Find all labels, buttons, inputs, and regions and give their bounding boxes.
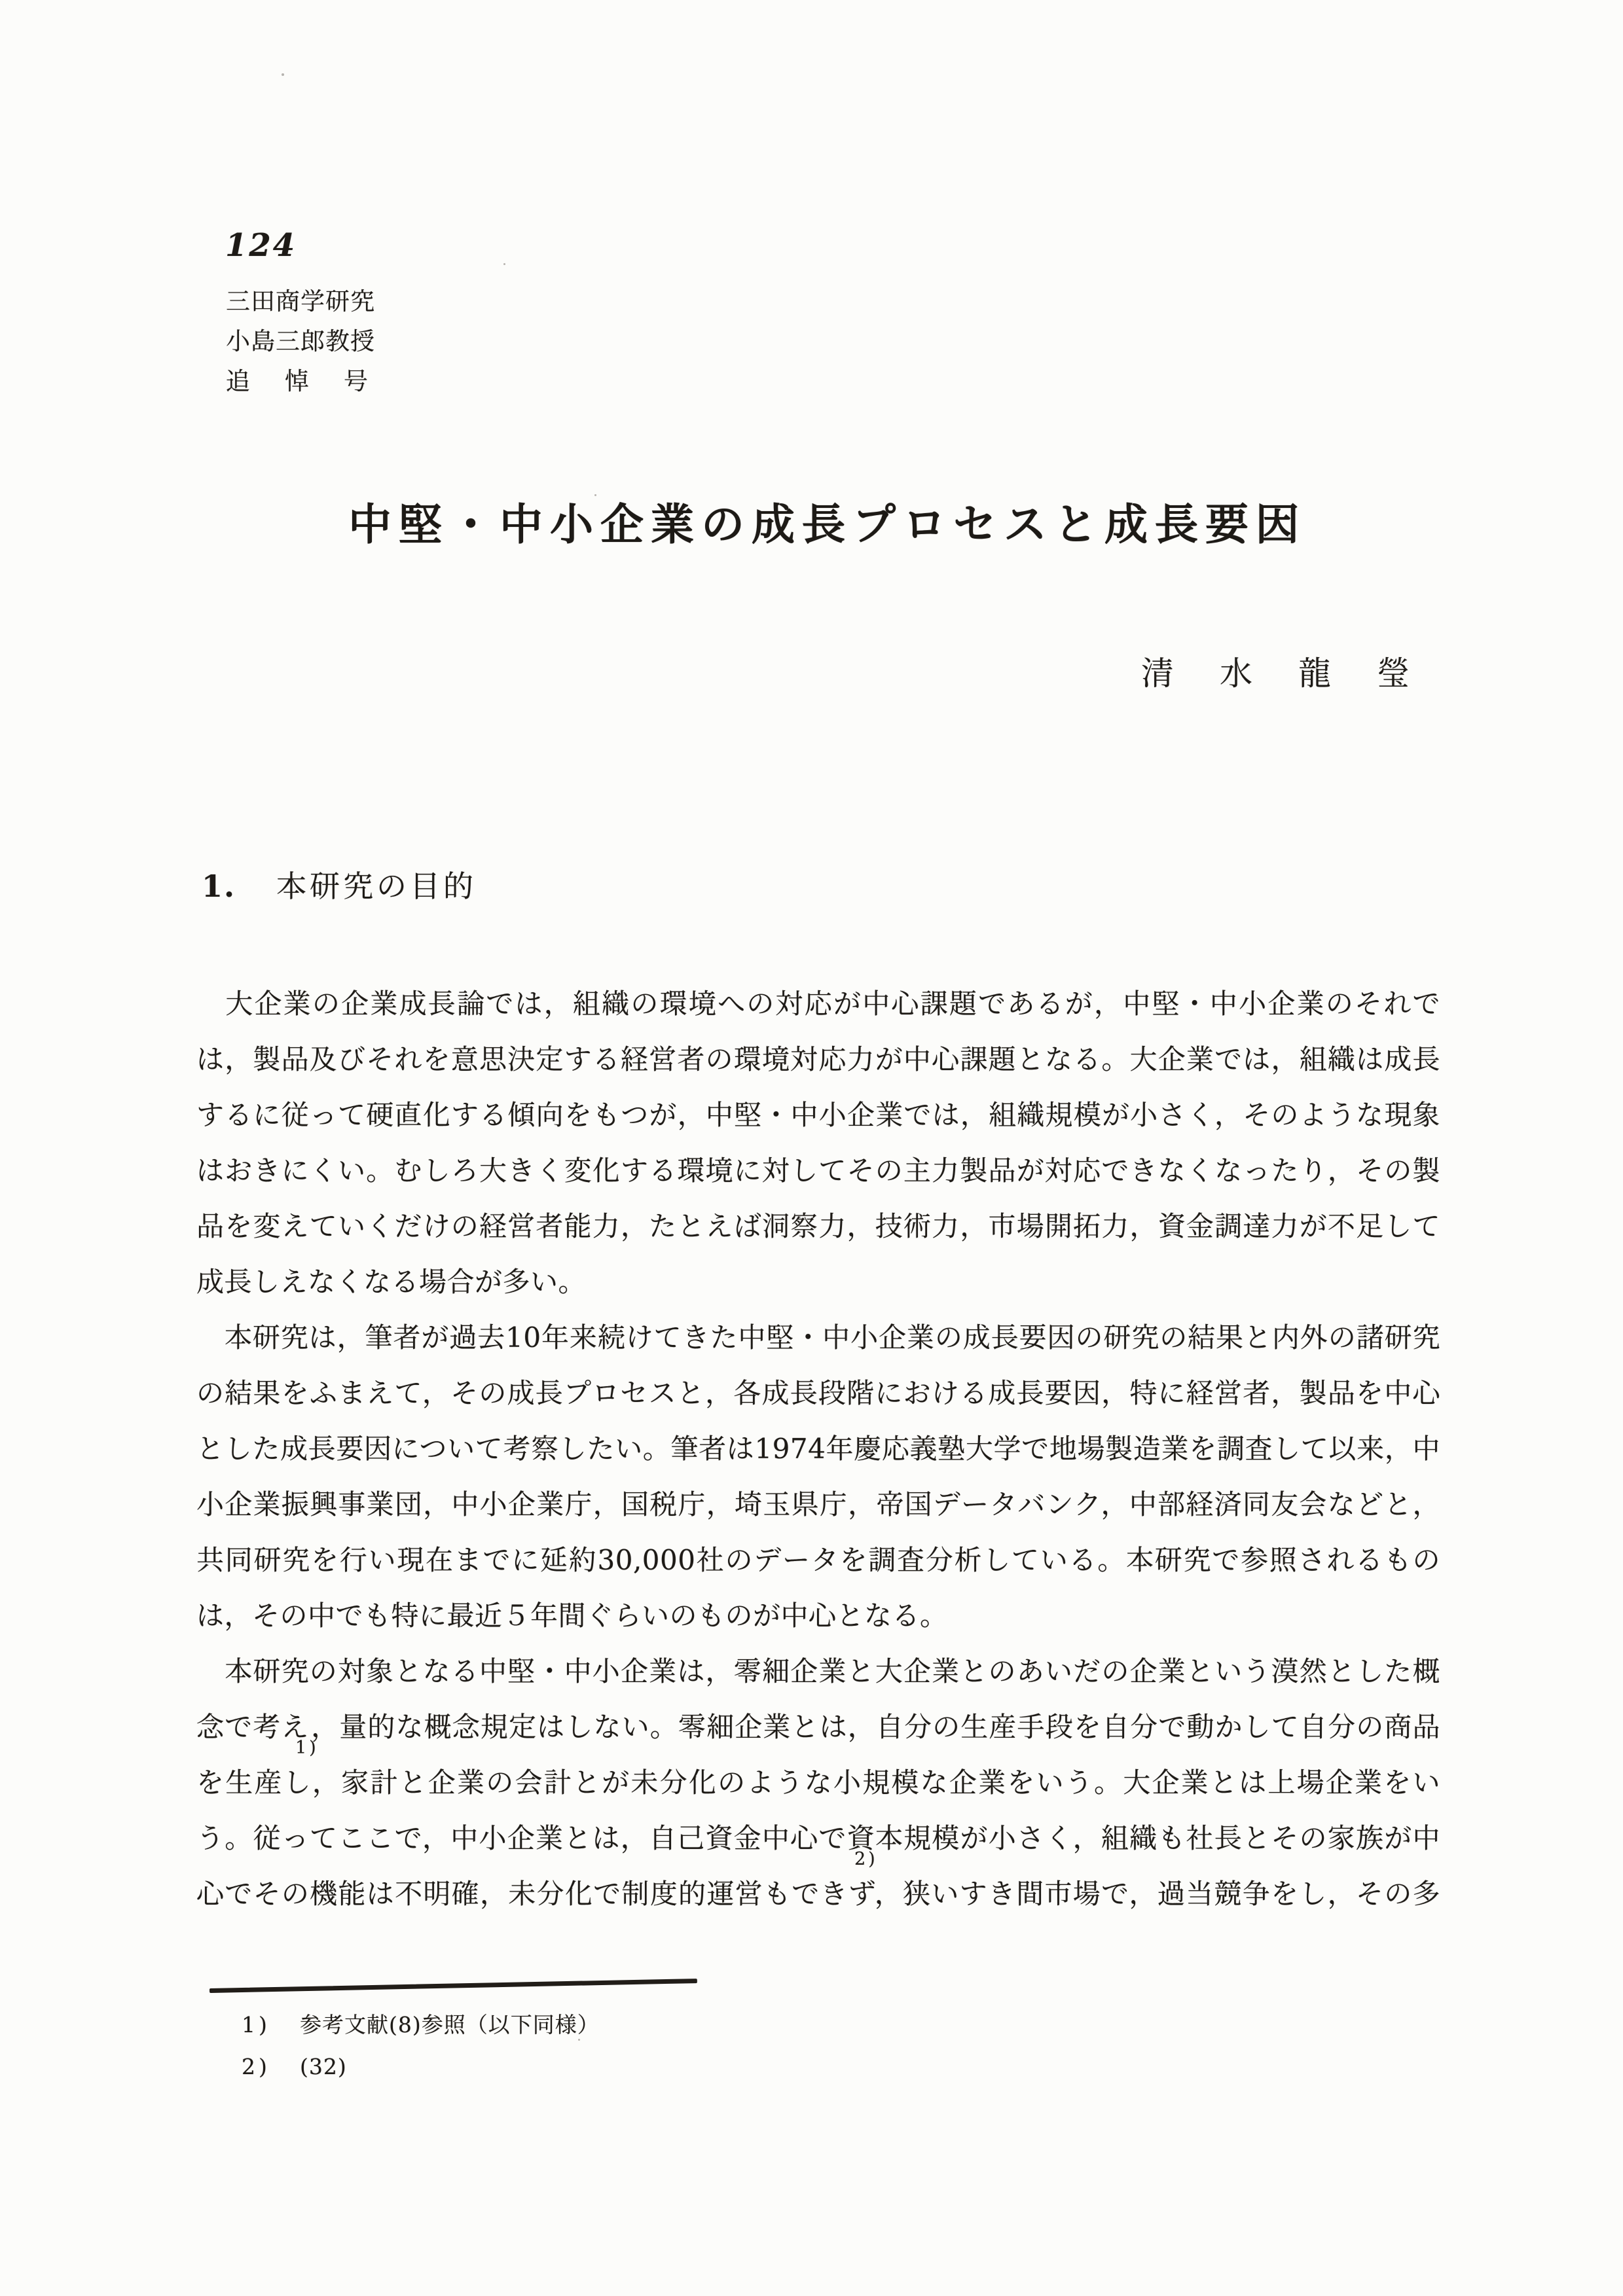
- article-title: 中堅・中小企業の成長プロセスと成長要因: [348, 499, 1306, 550]
- footnote-text: 参考文献(8)参照（以下同様）: [300, 2012, 600, 2037]
- body-line: [196, 1532, 1440, 1588]
- body-line: [196, 1477, 1440, 1532]
- footnote-ref-2: 2): [854, 1849, 878, 1869]
- body-line: [196, 1198, 1440, 1254]
- journal-masthead: [226, 281, 375, 401]
- body-line: [196, 1810, 1440, 1869]
- body-line: [196, 1588, 1440, 1643]
- body-line-text: を生産し，家計と企業の会計とが未分化のような小規模な企業をいう。大企業とは上場企業をい: [196, 1767, 1440, 1799]
- footnote-label: 1): [242, 2012, 270, 2037]
- body-line: [196, 1143, 1440, 1198]
- body-line-text: とした成長要因について考察したい。筆者は1974年慶応義塾大学で地場製造業を調査して以来，中: [196, 1433, 1440, 1465]
- body-line-text: 本研究の対象となる中堅・中小企業は，零細企業と大企業とのあいだの企業という漠然とした概: [196, 1655, 1440, 1687]
- footnote-item: [242, 2004, 600, 2046]
- section-number: 1.: [202, 869, 236, 904]
- body-line-text: の結果をふまえて，その成長プロセスと，各成長段階における成長要因，特に経営者，製品を中心: [196, 1377, 1440, 1409]
- section-title: 本研究の目的: [276, 869, 477, 904]
- footnote-separator-rule: [210, 1979, 697, 1993]
- body-line: [196, 1421, 1440, 1477]
- body-line-text: 品を変えていくだけの経営者能力，たとえば洞察力，技術力，市場開拓力，資金調達力が不足して: [196, 1210, 1440, 1242]
- body-line-text: 心でその機能は不明確，未分化で制度的運営もできず，狭いすき間市場で，過当競争をし，その多: [196, 1878, 1440, 1910]
- body-line-text: 成長しえなくなる場合が多い。: [196, 1266, 587, 1298]
- body-line-text: は，製品及びそれを意思決定する経営者の環境対応力が中心課題となる。大企業では，組織は成長: [196, 1043, 1440, 1075]
- body-line-text: するに従って硬直化する傾向をもつが，中堅・中小企業では，組織規模が小さく，そのような現象: [196, 1099, 1440, 1131]
- body-line: [196, 976, 1440, 1031]
- author-name: 清 水 龍 瑩: [1141, 655, 1416, 692]
- issue-dedication: 小島三郎教授: [226, 327, 375, 355]
- body-line: [196, 1310, 1440, 1365]
- body-text-block: [196, 976, 1440, 1922]
- body-line-text: 小企業振興事業団，中小企業庁，国税庁，埼玉県庁，帝国データバンク，中部経済同友会などと，: [196, 1488, 1440, 1520]
- body-line: [196, 1643, 1440, 1699]
- scan-speck: [282, 73, 284, 76]
- footnote-label: 2): [242, 2054, 270, 2079]
- body-line: [196, 1365, 1440, 1421]
- journal-title: 三田商学研究: [226, 287, 375, 315]
- body-line: [196, 1254, 1440, 1310]
- footnote-ref-1: 1): [295, 1738, 319, 1758]
- body-line: [196, 1087, 1440, 1143]
- body-line: [196, 1699, 1440, 1758]
- body-line: [196, 1849, 1440, 1922]
- issue-name: 追悼号: [226, 367, 368, 395]
- scan-speck: [503, 263, 505, 265]
- body-line: [196, 1031, 1440, 1087]
- footnote-text: (32): [300, 2054, 347, 2079]
- body-line-text: 本研究は，筆者が過去10年来続けてきた中堅・中小企業の成長要因の研究の結果と内外の諸研究: [196, 1321, 1440, 1354]
- page-number: 124: [225, 227, 297, 264]
- body-line: [196, 1738, 1440, 1810]
- scan-speck: [578, 2039, 580, 2041]
- body-line-text: 念で考え，量的な概念規定はしない。零細企業とは，自分の生産手段を自分で動かして自分の商品: [196, 1711, 1440, 1743]
- footnotes-block: [242, 2004, 600, 2088]
- scan-speck: [594, 494, 596, 496]
- body-line-text: 共同研究を行い現在までに延約30,000社のデータを調査分析している。本研究で参照されるもの: [196, 1544, 1440, 1576]
- body-line-text: はおきにくい。むしろ大きく変化する環境に対してその主力製品が対応できなくなったり，その製: [196, 1155, 1440, 1187]
- body-line-text: は，その中でも特に最近５年間ぐらいのものが中心となる。: [196, 1600, 948, 1632]
- section-heading: [202, 868, 477, 905]
- body-line-text: 大企業の企業成長論では，組織の環境への対応が中心課題であるが，中堅・中小企業のそれで: [196, 988, 1440, 1020]
- body-line-text: う。従ってここで，中小企業とは，自己資金中心で資本規模が小さく，組織も社長とその家族が中: [196, 1822, 1440, 1854]
- footnote-item: [242, 2046, 600, 2088]
